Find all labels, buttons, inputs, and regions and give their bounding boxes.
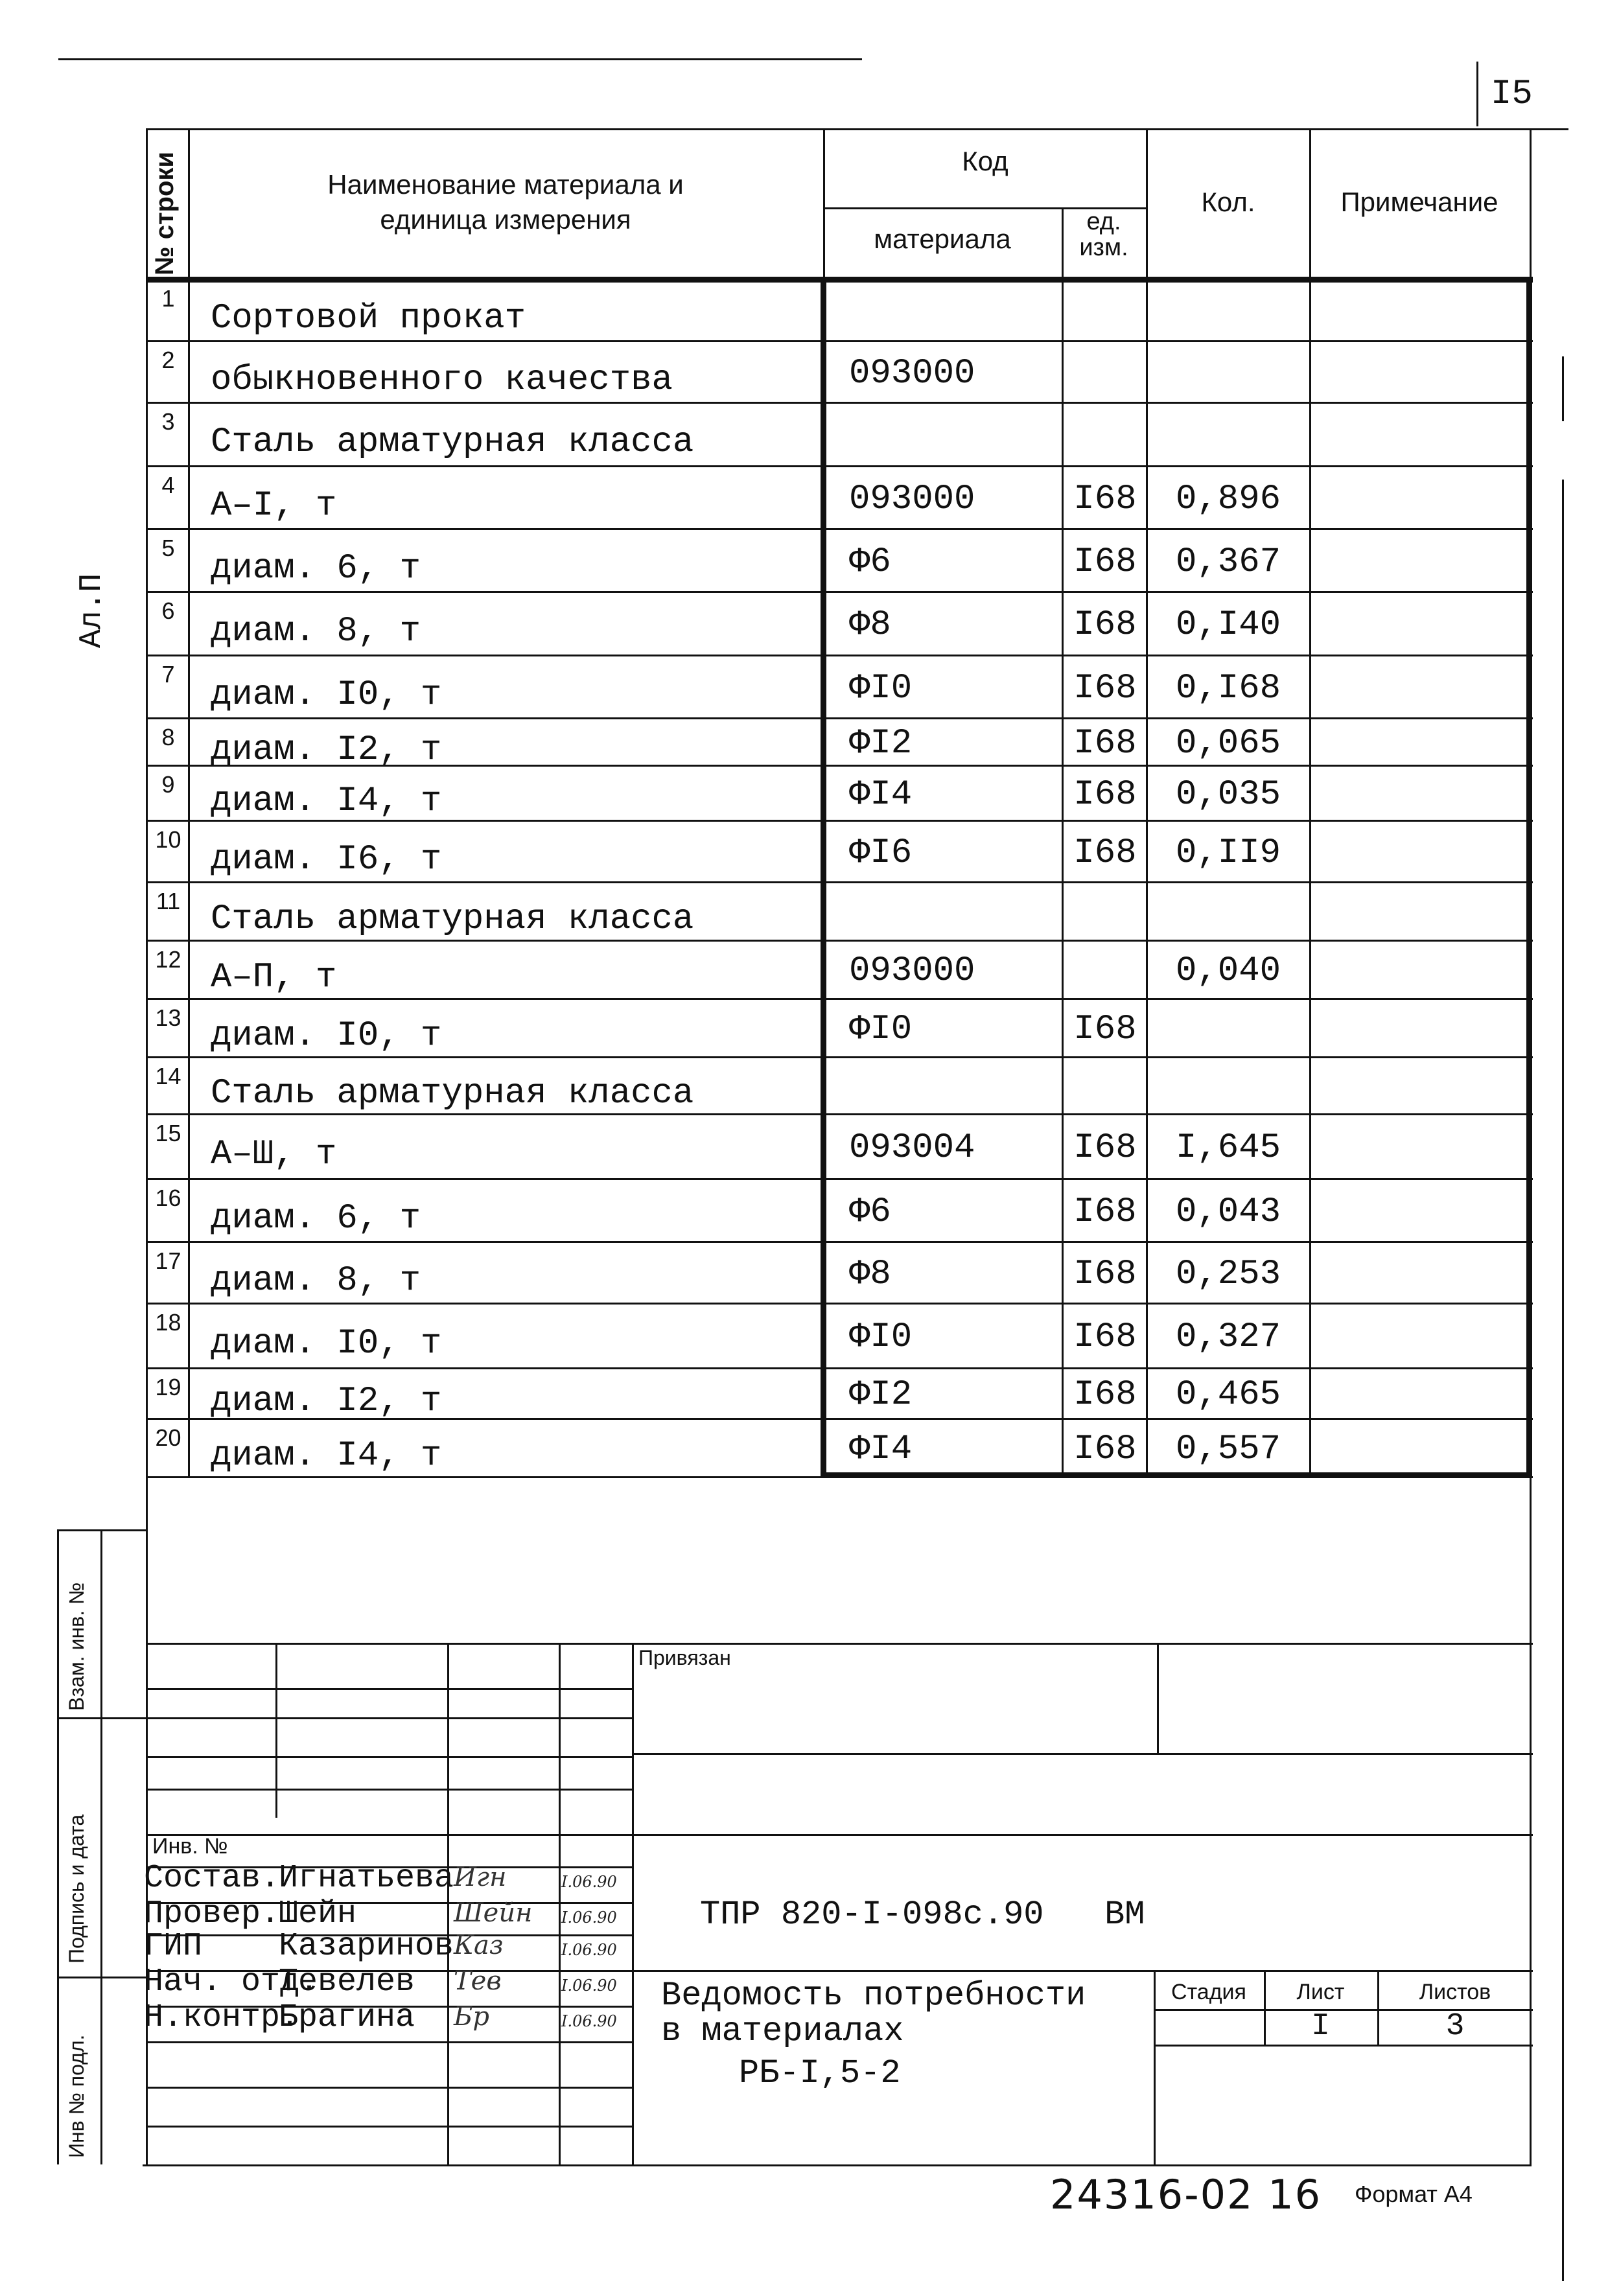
stage-row-2 (1154, 2045, 1533, 2047)
code-block-left (821, 277, 826, 1478)
header-col-1 (188, 128, 190, 1476)
page-edge-right-top (1562, 356, 1564, 421)
header-code: Код (962, 146, 1008, 176)
row-code: ФI2 (849, 1375, 913, 1415)
row-name: диам. 8, т (211, 612, 421, 651)
signer-name: Тевелев (279, 1964, 415, 2000)
stamp-row-5 (146, 1789, 632, 1791)
row-unit: I68 (1073, 1128, 1137, 1168)
signer-name: Казаринов (279, 1928, 454, 1965)
row-number: 8 (161, 724, 175, 750)
row-name: диам. I0, т (211, 1324, 442, 1363)
signer-role: Н.контр. (144, 1999, 300, 2036)
row-code: Ф6 (849, 542, 891, 582)
signer-role: Состав. (144, 1860, 281, 1897)
row-code: Ф8 (849, 605, 891, 645)
row-number: 17 (155, 1247, 181, 1274)
top-rule (58, 58, 862, 60)
signer-date: I.06.90 (561, 1977, 617, 1995)
stamp-row-13 (146, 2087, 632, 2089)
sheet-value: I (1311, 2009, 1330, 2044)
sheet-label: Лист (1296, 1980, 1345, 2004)
row-qty: 0,II9 (1175, 833, 1281, 873)
stamp-row-4 (632, 1753, 1533, 1755)
side-label: Ал.П (75, 573, 110, 648)
row-number: 4 (161, 472, 175, 498)
code-block-right (1526, 277, 1532, 1478)
row-code: ФI2 (849, 724, 913, 763)
margin-label-vzam: Взам. инв. № (65, 1582, 88, 1711)
margin-block-sep-1 (57, 1717, 148, 1719)
row-code (849, 1056, 1056, 1116)
header-col-4 (1146, 128, 1148, 1476)
page-number-border (1476, 62, 1478, 126)
row-name: обыкновенного качества (211, 360, 673, 400)
row-code: 093000 (849, 480, 975, 519)
row-number: 6 (161, 597, 175, 624)
row-code: ФI6 (849, 833, 913, 873)
row-number: 7 (161, 661, 175, 688)
row-qty: 0,465 (1175, 1375, 1281, 1415)
row-number: 14 (155, 1063, 181, 1089)
row-number: 16 (155, 1185, 181, 1211)
row-unit (1066, 402, 1144, 468)
row-unit: I68 (1073, 1192, 1137, 1232)
row-qty: 0,065 (1175, 724, 1281, 763)
row-unit: I68 (1073, 1010, 1137, 1049)
signer-role: ГИП (144, 1928, 203, 1965)
row-number: 13 (155, 1004, 181, 1031)
stamp-row-1 (146, 1688, 632, 1690)
row-unit: I68 (1073, 724, 1137, 763)
row-qty: 0,I68 (1175, 669, 1281, 708)
row-number: 15 (155, 1120, 181, 1146)
margin-block-left (57, 1529, 59, 2164)
row-qty (1154, 279, 1303, 343)
row-unit (1066, 279, 1144, 343)
inventory-number: 24316-02 16 (1050, 2171, 1322, 2218)
margin-block-mid (100, 1529, 102, 2164)
row-qty (1154, 402, 1303, 468)
row-code: Ф6 (849, 1192, 891, 1232)
row-number: 19 (155, 1374, 181, 1400)
row-number: 5 (161, 535, 175, 561)
signer-date: I.06.90 (561, 1873, 617, 1891)
row-unit: I68 (1073, 542, 1137, 582)
margin-label-inv: Инв № подл. (65, 2034, 88, 2158)
row-unit (1066, 881, 1144, 942)
row-number: 12 (155, 946, 181, 973)
row-name: Сталь арматурная класса (211, 899, 694, 939)
row-code (849, 881, 1056, 942)
row-name: Сортовой прокат (211, 299, 526, 338)
row-unit (1066, 940, 1144, 1001)
row-name: Сталь арматурная класса (211, 1074, 694, 1113)
privyazan-label: Привязан (638, 1646, 731, 1669)
row-number: 20 (155, 1424, 181, 1451)
row-name: диам. 8, т (211, 1261, 421, 1301)
page-edge-right (1562, 480, 1564, 2281)
signer-name: Брагина (279, 1999, 415, 2036)
row-unit: I68 (1073, 1375, 1137, 1415)
row-name: А–I, т (211, 486, 337, 526)
row-qty: 0,035 (1175, 775, 1281, 815)
header-qty: Кол. (1201, 187, 1255, 217)
margin-block-sep-2 (57, 1977, 148, 1978)
row-name: диам. 6, т (211, 549, 421, 588)
row-name: диам. I4, т (211, 1436, 442, 1476)
row-name: диам. I0, т (211, 1016, 442, 1056)
stamp-row-6 (146, 1834, 1533, 1836)
row-unit: I68 (1073, 605, 1137, 645)
inv-no-label: Инв. № (152, 1834, 228, 1859)
row-qty (1154, 881, 1303, 942)
row-name: диам. 6, т (211, 1199, 421, 1238)
table-end-rule (146, 1476, 1533, 1478)
row-code: 093000 (849, 354, 975, 393)
row-qty: 0,896 (1175, 480, 1281, 519)
stamp-row-12 (146, 2041, 632, 2043)
margin-block-top (57, 1529, 148, 1531)
row-code: ФI4 (849, 775, 913, 815)
row-qty: 0,557 (1175, 1430, 1281, 1469)
row-number: 10 (155, 826, 181, 853)
row-unit: I68 (1073, 669, 1137, 708)
sheets-value: 3 (1445, 2009, 1465, 2044)
row-qty (1154, 340, 1303, 404)
row-unit: I68 (1073, 833, 1137, 873)
row-qty: I,645 (1175, 1128, 1281, 1168)
format-label: Формат А4 (1355, 2181, 1473, 2207)
row-unit: I68 (1073, 1255, 1137, 1294)
stamp-row-3 (146, 1756, 632, 1758)
row-unit: I68 (1073, 1430, 1137, 1469)
signer-date: I.06.90 (561, 2012, 617, 2030)
header-note: Примечание (1340, 187, 1498, 217)
sheets-label: Листов (1419, 1980, 1491, 2004)
signer-name: Шейн (279, 1896, 357, 1932)
row-number: 11 (156, 888, 181, 914)
row-code: 093004 (849, 1128, 975, 1168)
row-name: диам. I0, т (211, 675, 442, 715)
row-qty: 0,I40 (1175, 605, 1281, 645)
row-code (849, 279, 1056, 343)
row-name: А–П, т (211, 958, 337, 997)
header-col-3 (1062, 207, 1064, 1476)
signer-name: Игнатьева (279, 1860, 454, 1897)
row-number: 2 (161, 347, 175, 373)
row-qty: 0,043 (1175, 1192, 1281, 1232)
stage-label: Стадия (1171, 1980, 1246, 2004)
signer-signature: Шейн (454, 1898, 533, 1928)
signer-role: Нач. отд. (144, 1964, 320, 2000)
signer-signature: Каз (454, 1931, 504, 1960)
row-code: ФI0 (849, 669, 913, 708)
page-number: I5 (1491, 75, 1533, 114)
row-unit: I68 (1073, 1317, 1137, 1357)
row-name: А–Ш, т (211, 1135, 337, 1174)
row-number: 3 (161, 408, 175, 435)
row-code: 093000 (849, 951, 975, 991)
row-unit: I68 (1073, 775, 1137, 815)
row-qty: 0,367 (1175, 542, 1281, 582)
row-name: диам. I2, т (211, 730, 442, 770)
row-name: диам. I6, т (211, 840, 442, 879)
row-unit (1066, 340, 1144, 404)
header-col-5 (1309, 128, 1311, 1476)
signer-date: I.06.90 (561, 1908, 617, 1927)
row-code: ФI4 (849, 1430, 913, 1469)
row-code: ФI0 (849, 1317, 913, 1357)
doc-title-1: Ведомость потребности (661, 1977, 1086, 2015)
row-unit: I68 (1073, 480, 1137, 519)
row-name: Сталь арматурная класса (211, 423, 694, 462)
doc-title-2: в материалах (661, 2012, 904, 2050)
row-number: 9 (161, 771, 175, 798)
header-name: Наименование материала и единица измерения (327, 169, 684, 235)
row-unit (1066, 1056, 1144, 1116)
stamp-col-a (275, 1643, 277, 1818)
doc-code: ТПР 820-I-098с.90 ВМ (700, 1896, 1145, 1934)
row-name: диам. I4, т (211, 782, 442, 821)
signer-role: Провер. (144, 1896, 281, 1932)
stamp-col-e (1157, 1643, 1159, 1753)
stamp-row-14 (146, 2126, 632, 2128)
header-code-unit: ед. изм. (1079, 208, 1128, 261)
row-code (849, 402, 1056, 468)
row-qty (1154, 1056, 1303, 1116)
row-number: 1 (161, 285, 175, 312)
stamp-row-2 (146, 1717, 632, 1719)
doc-title-3: РБ-I,5-2 (739, 2054, 901, 2093)
header-code-material: материала (874, 224, 1011, 254)
header-row-no: № строки (150, 151, 179, 275)
row-code: Ф8 (849, 1255, 891, 1294)
row-qty: 0,040 (1175, 951, 1281, 991)
row-number: 18 (155, 1309, 181, 1336)
signer-signature: Бр (454, 2002, 489, 2032)
stamp-col-d (632, 1643, 634, 2164)
signer-signature: Тев (454, 1966, 502, 1996)
signer-date: I.06.90 (561, 1941, 617, 1959)
margin-label-podpis: Подпись и дата (65, 1814, 88, 1964)
row-qty (1154, 998, 1303, 1059)
frame-bottom (143, 2164, 1532, 2166)
frame-top (146, 128, 1568, 130)
stamp-top (146, 1643, 1533, 1645)
row-qty: 0,253 (1175, 1255, 1281, 1294)
row-name: диам. I2, т (211, 1382, 442, 1421)
row-qty: 0,327 (1175, 1317, 1281, 1357)
row-code: ФI0 (849, 1010, 913, 1049)
signer-signature: Игн (454, 1862, 507, 1892)
